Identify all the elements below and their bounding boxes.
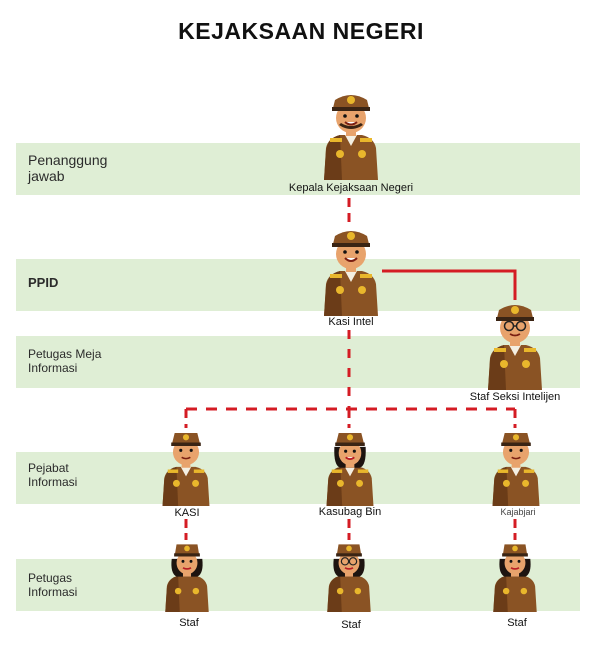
officer-woman-icon [317, 426, 383, 506]
staff-woman-icon [158, 538, 216, 612]
person-kasi-intel [318, 224, 384, 316]
person-staf-3 [486, 538, 544, 612]
person-staf-2 [320, 538, 378, 612]
person-staf-seksi-intelijen [482, 298, 548, 390]
caption-staf-seksi-intelijen: Staf Seksi Intelijen [469, 391, 561, 403]
person-kasi [153, 426, 219, 506]
row-label-petugas-informasi: Petugas Informasi [28, 571, 78, 599]
officer-icon [318, 224, 384, 316]
caption-kasi-intel: Kasi Intel [328, 316, 374, 328]
caption-staf-1: Staf [179, 617, 199, 629]
connector-intel-to-staf-seksi [382, 271, 515, 300]
row-label-ppid: PPID [28, 275, 59, 290]
person-kajabjari [483, 426, 549, 506]
caption-kasubag-bin: Kasubag Bin [318, 506, 382, 518]
officer-icon [483, 426, 549, 506]
connector-to-staf [186, 519, 515, 540]
caption-kasi: KASI [174, 507, 200, 519]
person-kepala-kejaksaan [318, 88, 384, 180]
person-staf-1 [158, 538, 216, 612]
officer-glasses-icon [482, 298, 548, 390]
staff-woman-glasses-icon [320, 538, 378, 612]
officer-icon [153, 426, 219, 506]
row-label-petugas-meja-informasi: Petugas Meja Informasi [28, 347, 102, 375]
staff-woman-icon [486, 538, 544, 612]
person-kasubag-bin [317, 426, 383, 506]
caption-kajabjari: Kajabjari [500, 507, 536, 517]
caption-kepala-kejaksaan: Kepala Kejaksaan Negeri [288, 182, 414, 194]
caption-staf-3: Staf [507, 617, 527, 629]
caption-staf-2: Staf [341, 619, 361, 631]
officer-icon [318, 88, 384, 180]
row-label-pejabat-informasi: Pejabat Informasi [28, 461, 78, 489]
row-label-penanggung-jawab: Penanggung jawab [28, 152, 108, 185]
chart-title: KEJAKSAAN NEGERI [178, 18, 424, 44]
